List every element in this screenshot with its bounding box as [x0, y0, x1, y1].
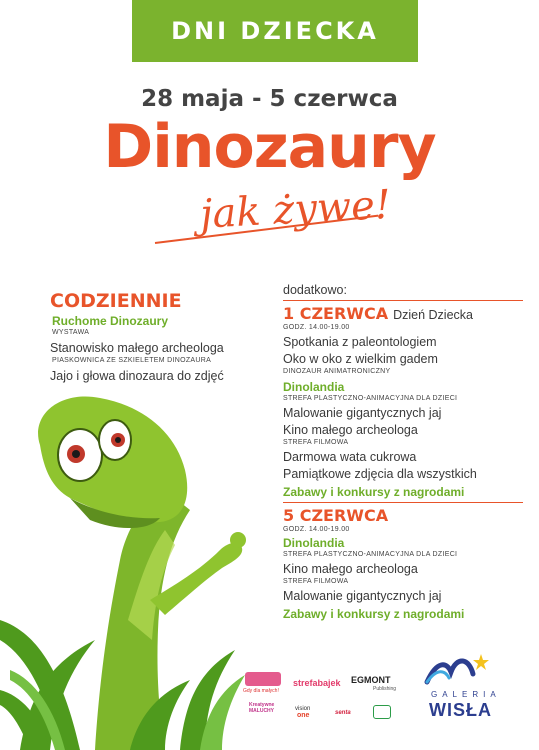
june1-hours: GODZ. 14.00-19.00	[283, 324, 350, 331]
program-item: Oko w oko z wielkim gadem	[283, 352, 438, 366]
daily-item-note: WYSTAWA	[52, 329, 90, 336]
daily-item-name: Stanowisko małego archeologa	[50, 341, 224, 355]
banner-text: DNI DZIECKA	[171, 17, 379, 45]
dinosaur-illustration	[0, 370, 260, 750]
galeria-name: WISŁA	[429, 700, 492, 720]
daily-item-name: Ruchome Dinozaury	[52, 314, 169, 328]
sponsor-logos	[243, 650, 513, 740]
mozaik-caption: Gdy dla małych!	[243, 688, 279, 694]
program-item: Malowanie gigantycznych jaj	[283, 406, 442, 420]
june1-heading	[283, 304, 523, 323]
program-item-note: STREFA PLASTYCZNO-ANIMACYJNA DLA DZIECI	[283, 395, 458, 402]
galeria-label: GALERIA	[431, 690, 501, 699]
june5-hours: GODZ. 14.00-19.00	[283, 526, 350, 533]
program-item-note: STREFA PLASTYCZNO-ANIMACYJNA DLA DZIECI	[283, 551, 458, 558]
program-item: Spotkania z paleontologiem	[283, 335, 437, 349]
dino-pupil-center-left	[72, 450, 80, 458]
senta-logo: senta	[335, 710, 351, 716]
games-label: Zabawy i konkursy z nagrodami	[283, 607, 465, 621]
galeria-wave-icon	[423, 650, 493, 690]
strefabajek-logo: strefabajek	[293, 678, 341, 688]
program-item: Kino małego archeologa	[283, 423, 418, 437]
egmont-sub: Publishing	[373, 686, 397, 692]
kreatywne-logo: Kreatywne MALUCHY	[249, 702, 275, 714]
vision-logo: vision	[295, 706, 311, 712]
divider	[283, 502, 523, 503]
extra-program	[283, 283, 523, 621]
june5-date: 5 CZERWCA	[283, 506, 389, 525]
program-item: Kino małego archeologa	[283, 562, 418, 576]
dino-pupil-center-right	[115, 437, 121, 443]
program-item-note: STREFA FILMOWA	[283, 578, 349, 585]
dinolandia-label: Dinolandia	[283, 536, 345, 550]
dinolandia-label: Dinolandia	[283, 380, 345, 394]
program-item: Pamiątkowe zdjęcia dla wszystkich	[283, 467, 477, 481]
program-item-note: STREFA FILMOWA	[283, 439, 349, 446]
june1-desc: Dzień Dziecka	[393, 308, 473, 322]
vision-sub: one	[297, 712, 310, 719]
dino-finger	[230, 532, 246, 548]
dueco-icon	[373, 705, 391, 719]
daily-item-name: Jajo i głowa dinozaura do zdjęć	[50, 369, 224, 383]
daily-item-note: PIASKOWNICA ZE SZKIELETEM DINOZAURA	[52, 357, 212, 364]
mozaik-logo	[245, 672, 281, 686]
program-item: Malowanie gigantycznych jaj	[283, 589, 442, 603]
daily-heading: CODZIENNIE	[50, 290, 182, 312]
event-title: Dinozaury	[103, 112, 436, 182]
program-item: Darmowa wata cukrowa	[283, 450, 417, 464]
program-item-note: DINOZAUR ANIMATRONICZNY	[283, 368, 391, 375]
june1-date: 1 CZERWCA	[283, 304, 389, 323]
egmont-logo: EGMONT	[351, 675, 391, 685]
event-dates: 28 maja - 5 czerwca	[141, 86, 398, 112]
event-subtitle: jak żywe!	[198, 181, 392, 238]
extra-label: dodatkowo:	[283, 283, 347, 297]
event-banner	[132, 0, 418, 62]
divider	[283, 300, 523, 301]
games-label: Zabawy i konkursy z nagrodami	[283, 485, 465, 499]
